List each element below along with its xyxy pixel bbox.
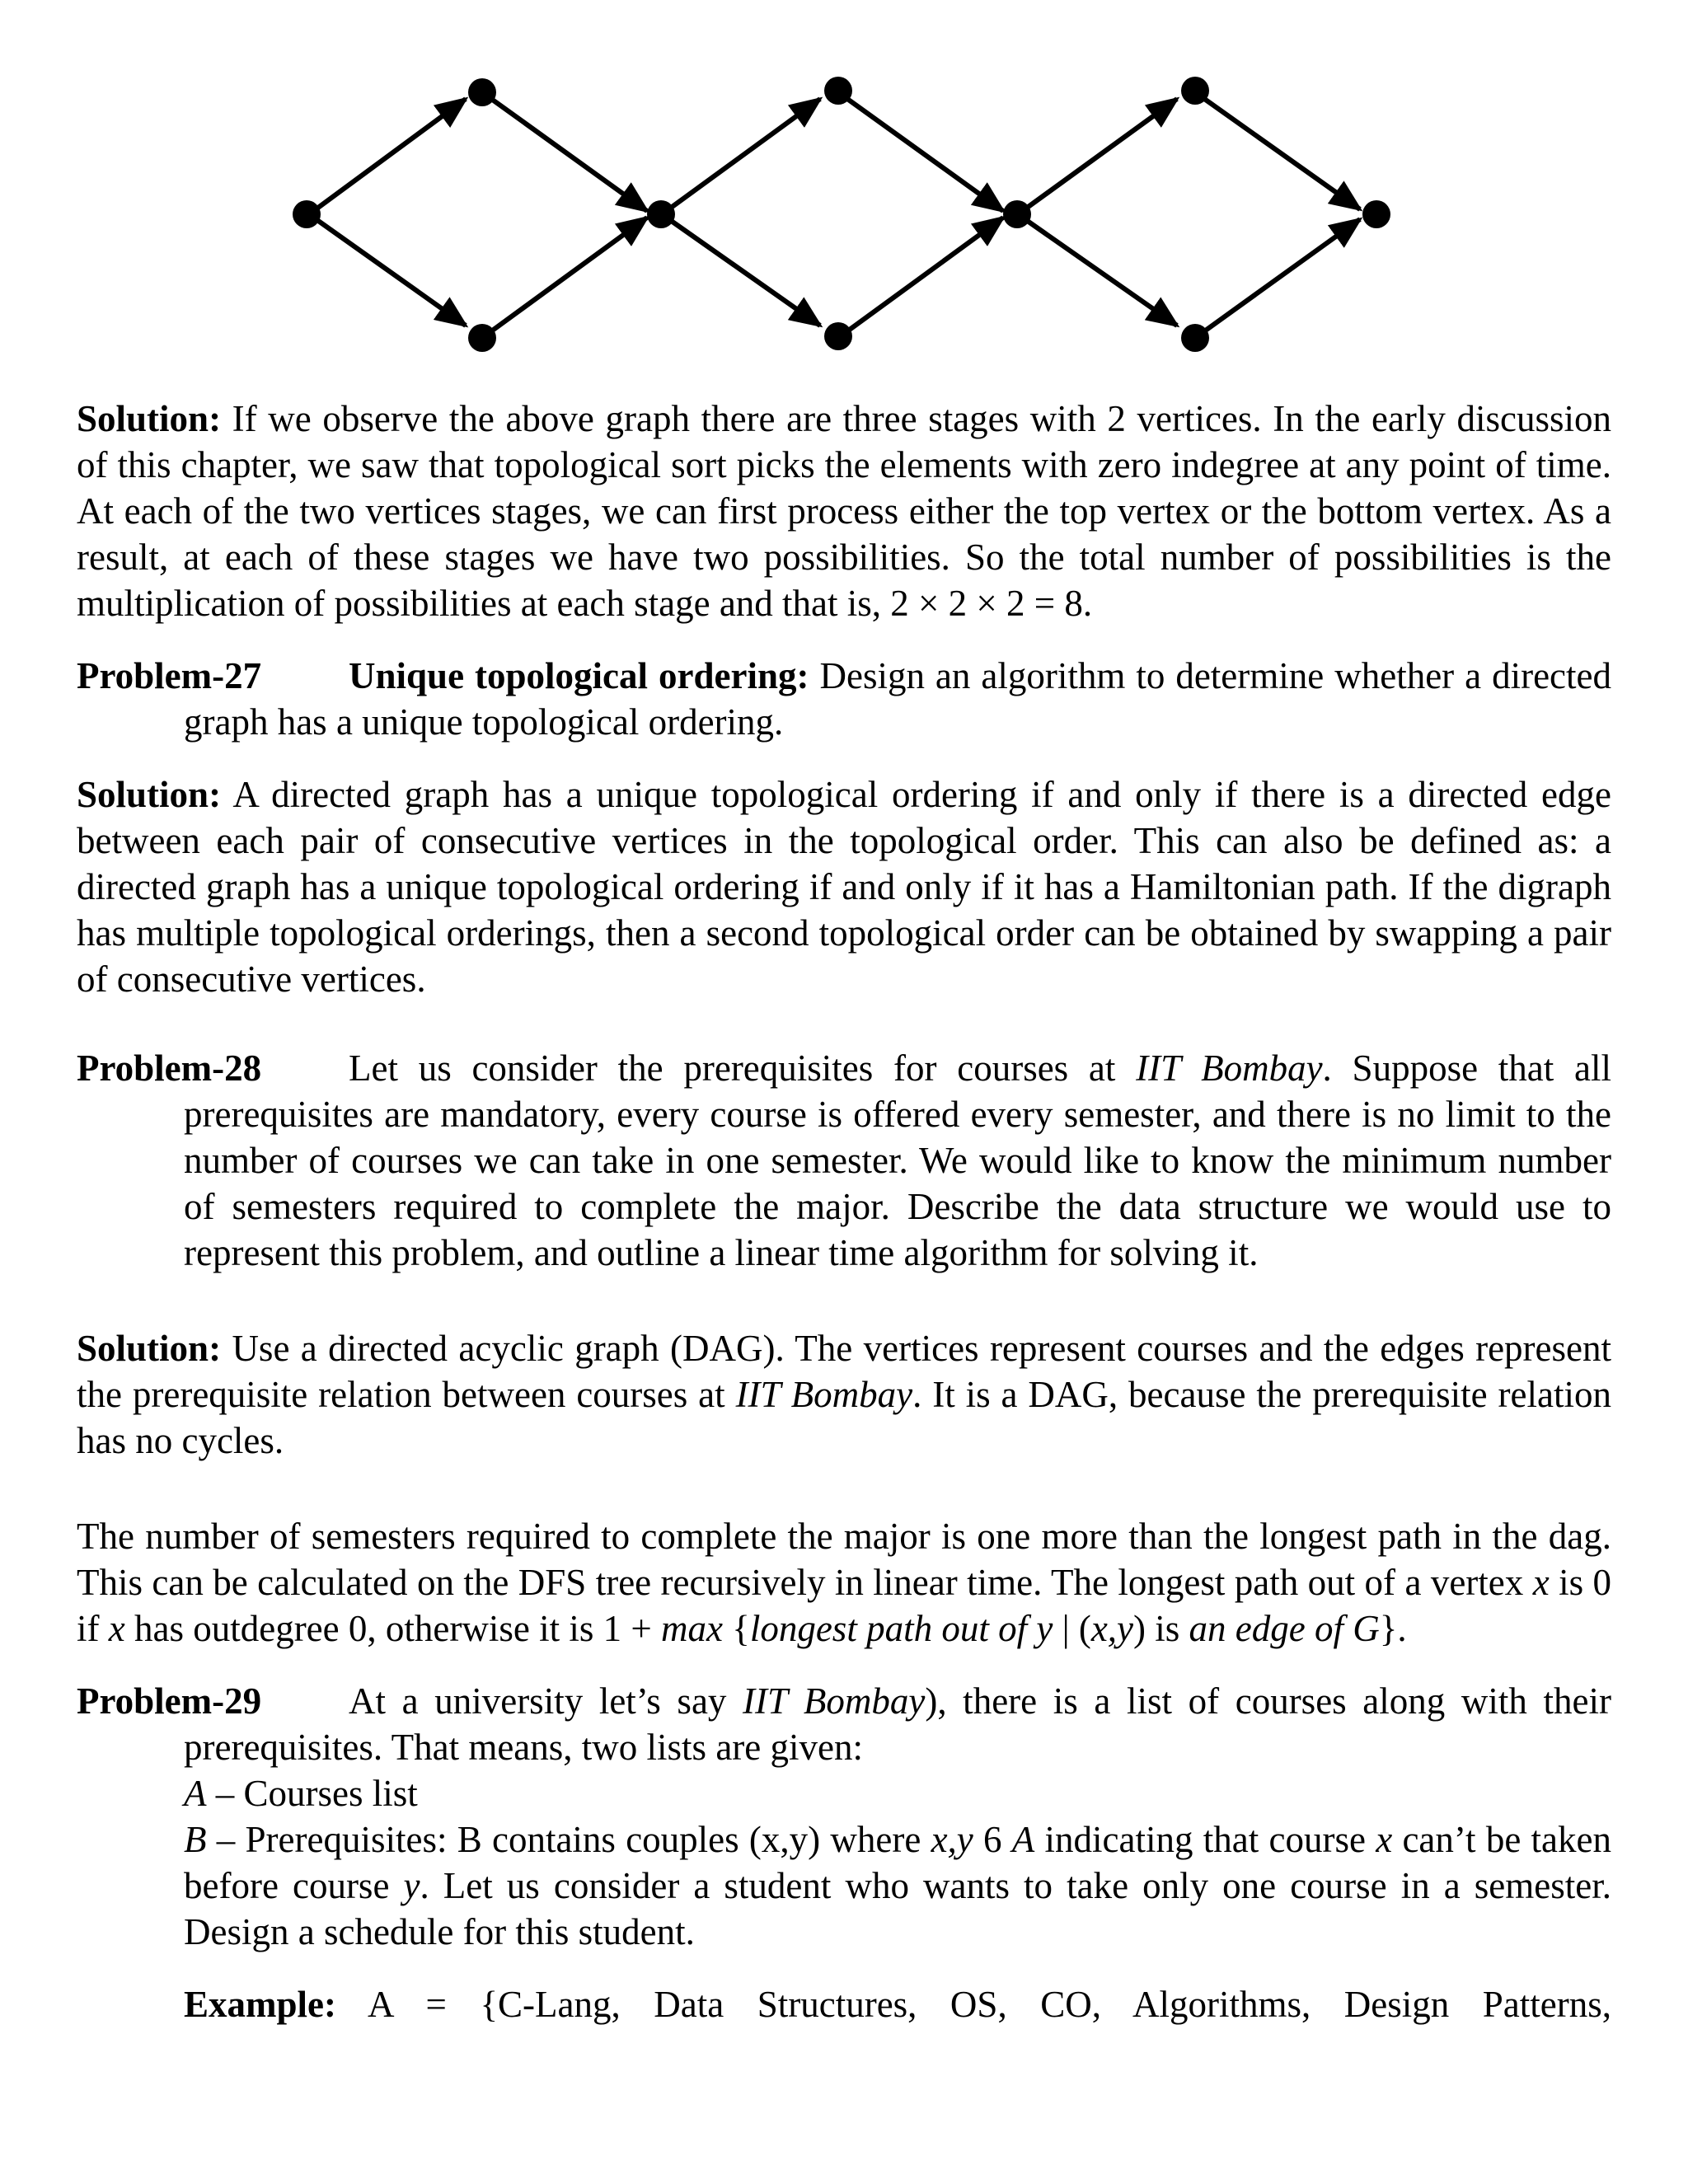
solution-text: . It is a DAG, because the prerequisite relation has no cycles. xyxy=(77,1374,1611,1461)
para-text: is 0 if xyxy=(77,1562,1612,1649)
list-text: – Prerequisites: B contains couples (x,y) where xyxy=(206,1819,931,1860)
edge-4 xyxy=(482,218,647,338)
problem-text: Let us consider the prerequisites for courses at xyxy=(349,1047,1137,1089)
institution-name: IIT Bombay xyxy=(1136,1047,1323,1089)
vertex-join-2 xyxy=(1003,200,1031,228)
three-stage-dag-diagram xyxy=(0,0,1688,387)
problem-28 xyxy=(77,1045,1611,1276)
vertex-s2-top xyxy=(824,77,852,105)
para-text: The number of semesters required to complete the major is one more than the longest path in the dag. This can be calculated on the DFS tree recursively in linear time. The longest path out of a vertex xyxy=(77,1516,1611,1603)
edge-12 xyxy=(1195,219,1360,338)
para-text: has outdegree 0, otherwise it is 1 + xyxy=(124,1608,661,1649)
list-text: can’t be taken before course xyxy=(184,1819,1611,1906)
problem-27 xyxy=(77,653,1611,745)
var-x: x xyxy=(1532,1562,1550,1603)
edge-2 xyxy=(309,214,466,326)
problem-text: At a university let’s say xyxy=(349,1680,743,1722)
vertex-s3-bottom xyxy=(1181,324,1209,352)
para-text: }. xyxy=(1379,1608,1407,1649)
var-xy: x,y xyxy=(931,1819,973,1860)
list-b-line xyxy=(77,1816,1611,1955)
solution-label: Solution: xyxy=(77,1328,222,1369)
problem-29-intro xyxy=(77,1678,1611,1770)
solution-28 xyxy=(77,1325,1611,1464)
example-line xyxy=(77,1981,1611,2027)
list-text: indicating that course xyxy=(1034,1819,1376,1860)
vertex-s1-top xyxy=(468,78,496,106)
edge-5 xyxy=(662,99,820,214)
problem-text: ), there is a list of courses along with their prerequisites. That means, two lists are given: xyxy=(184,1680,1611,1768)
problem-title: Unique topological ordering: xyxy=(349,655,809,696)
problem-text: . Suppose that all prerequisites are mandatory, every course is offered every semester, and there is no limit to the number of courses we can take in one semester. We would like to know the minimum number of semesters required to complete the major. Describe the data structure we would use to represent this problem, and outline a linear time algorithm for solving it. xyxy=(184,1047,1611,1273)
edge-3 xyxy=(482,92,647,211)
math-expr: x,y xyxy=(1090,1608,1134,1649)
longest-path-paragraph xyxy=(77,1513,1611,1652)
example-text: A = {C-Lang, Data Structures, OS, CO, Algorithms, Design Patterns, xyxy=(336,1984,1611,2025)
vertex-join-1 xyxy=(647,200,675,228)
institution-name: IIT Bombay xyxy=(735,1374,913,1415)
vertex-end xyxy=(1362,200,1390,228)
problem-text: Design an algorithm to determine whether a directed graph has a unique topological ordering. xyxy=(184,655,1612,743)
solution-label: Solution: xyxy=(77,774,222,815)
institution-name: IIT Bombay xyxy=(743,1680,926,1722)
problem-29 xyxy=(77,1678,1611,2027)
problem-label: Problem-29 xyxy=(77,1680,262,1722)
solution-26 xyxy=(77,396,1611,626)
var-A: A xyxy=(184,1773,207,1814)
edge-6 xyxy=(662,214,820,326)
page-content xyxy=(77,396,1611,2027)
list-a-line xyxy=(77,1770,1611,1816)
edge-8 xyxy=(838,218,1003,338)
list-text: . Let us consider a student who wants to take only one course in a semester. Design a schedule for this student. xyxy=(184,1865,1611,1952)
solution-text: A directed graph has a unique topological ordering if and only if there is a directed edge between each pair of consecutive vertices in the topological order. This can also be defined as: a directed graph has a unique topological ordering if and only if it has a Hamiltonian path. If the digraph has multiple topological orderings, then a second topological order can be obtained by swapping a pair of consecutive vertices. xyxy=(77,774,1611,1000)
var-x: x xyxy=(108,1608,125,1649)
var-y: y xyxy=(403,1865,420,1906)
var-x: x xyxy=(1376,1819,1393,1860)
var-A: A xyxy=(1011,1819,1035,1860)
vertex-s3-top xyxy=(1181,77,1209,105)
para-text: ) is xyxy=(1133,1608,1189,1649)
var-B: B xyxy=(184,1819,207,1860)
vertex-s1-bottom xyxy=(468,324,496,352)
edge-7 xyxy=(838,92,1003,211)
edge-9 xyxy=(1018,99,1177,214)
math-expr: an edge of G xyxy=(1189,1608,1380,1649)
math-expr: longest path out of y xyxy=(749,1608,1053,1649)
solution-text: If we observe the above graph there are three stages with 2 vertices. In the early discussion of this chapter, we saw that topological sort picks the elements with zero indegree at any point of time. At each of the two vertices stages, we can first process either the top vertex or the bottom vertex. As a result, at each of these stages we have two possibilities. So the total number of possibilities is the multiplication of possibilities at each stage and that is, 2 × 2 × 2 = 8. xyxy=(77,398,1611,624)
problem-label: Problem-27 xyxy=(77,655,262,696)
example-label: Example: xyxy=(184,1984,336,2025)
list-text: – Courses list xyxy=(206,1773,418,1814)
solution-text: Use a directed acyclic graph (DAG). The vertices represent courses and the edges represent the prerequisite relation between courses at xyxy=(77,1328,1611,1415)
list-text: 6 xyxy=(973,1819,1012,1860)
para-text: | ( xyxy=(1053,1608,1091,1649)
math-max: max xyxy=(660,1608,723,1649)
edge-11 xyxy=(1195,92,1360,209)
vertex-start xyxy=(293,200,321,228)
edge-1 xyxy=(309,99,466,214)
edge-10 xyxy=(1018,214,1177,326)
vertex-s2-bottom xyxy=(824,322,852,350)
problem-label: Problem-28 xyxy=(77,1047,262,1089)
para-text: { xyxy=(722,1608,750,1649)
solution-27 xyxy=(77,771,1611,1002)
solution-label: Solution: xyxy=(77,398,222,439)
